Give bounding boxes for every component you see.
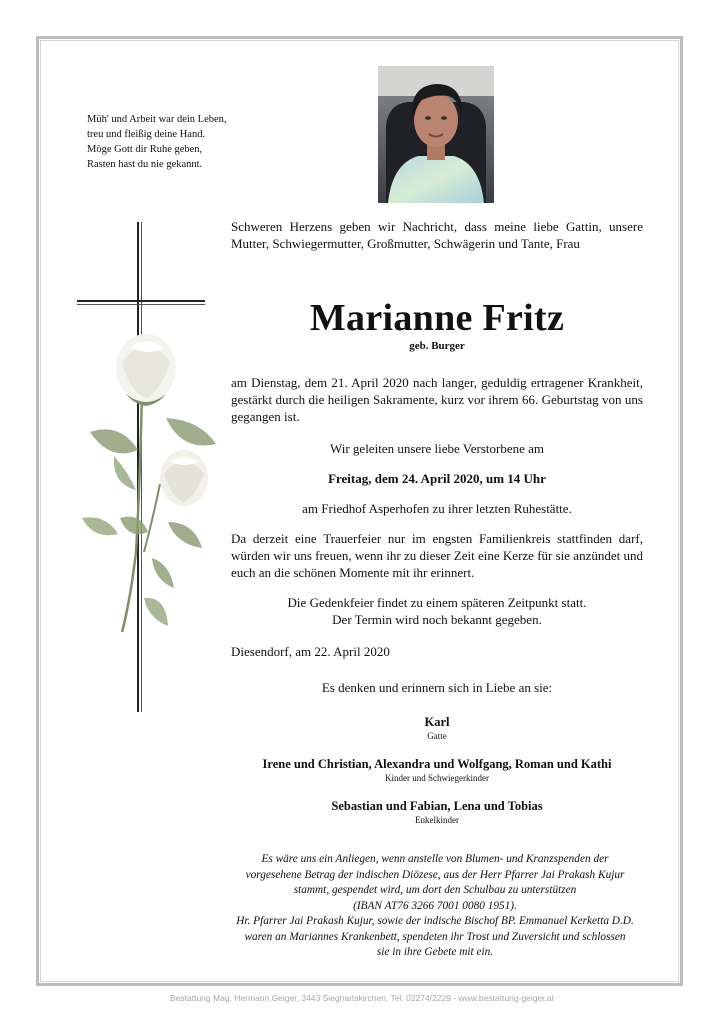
relative-group <box>231 714 643 742</box>
relative-group <box>231 756 643 784</box>
donation-line: waren an Mariannes Krankenbett, spendeten ihr Trost und Zuversicht und schlossen <box>244 930 626 943</box>
relative-names: Irene und Christian, Alexandra und Wolfgang, Roman und Kathi <box>262 757 612 771</box>
motto-line: Müh' und Arbeit war dein Leben, <box>87 114 227 125</box>
funeral-invitation: Wir geleiten unsere liebe Verstorbene am <box>329 441 544 456</box>
remembrance-line: Es denken und erinnern sich in Liebe an sie: <box>321 680 553 695</box>
donation-line: Es wäre uns ein Anliegen, wenn anstelle von Blumen- und Kranzspenden der <box>261 853 609 865</box>
portrait-photo <box>378 66 494 203</box>
donation-line: Hr. Pfarrer Jai Prakash Kujur, sowie der indische Bischof BP. Emmanuel Kerketta D.D. <box>236 915 634 927</box>
portrait-image <box>378 66 494 203</box>
memorial-notice <box>231 594 643 628</box>
relatives-list <box>231 714 643 826</box>
motto-line: Möge Gott dir Ruhe geben, <box>87 144 203 155</box>
donation-line: vorgesehene Betrag der indischen Diözese, aus der Herr Pfarrer Jai Prakash Kujur <box>245 868 625 881</box>
maiden-name: geb. Burger <box>409 340 465 352</box>
relative-group <box>231 798 643 826</box>
memorial-line: Der Termin wird noch bekannt gegeben. <box>332 612 542 627</box>
relative-role: Kinder und Schwiegerkinder <box>385 773 489 783</box>
relative-role: Enkelkinder <box>415 815 459 825</box>
funeral-place: am Friedhof Asperhofen zu ihrer letzten Ruhestätte. <box>302 501 572 516</box>
death-notice: am Dienstag, dem 21. April 2020 nach langer, geduldig ertragener Krankheit, gestärkt durch die heiligen Sakramente, kurz vor ihrem 66. Geburtstag von uns gegangen ist. <box>231 375 643 424</box>
intro-text: Schweren Herzens geben wir Nachricht, dass meine liebe Gattin, unsere Mutter, Schwiegermutter, Großmutter, Schwägerin und Tante, Frau <box>231 219 643 251</box>
motto-line: treu und fleißig deine Hand. <box>87 129 206 140</box>
donation-line: stammt, gespendet wird, um dort den Schulbau zu unterstützen <box>293 884 577 896</box>
relative-role: Gatte <box>427 731 447 741</box>
motto-line: Rasten hast du nie gekannt. <box>87 159 203 170</box>
memorial-line: Die Gedenkfeier findet zu einem späteren Zeitpunkt statt. <box>287 595 587 610</box>
deceased-name: Marianne Fritz <box>309 297 565 339</box>
donation-line: sie in ihre Gebete mit ein. <box>376 946 494 958</box>
motto-verse <box>87 112 287 172</box>
donation-line: (IBAN AT76 3266 7001 0080 1951). <box>353 899 517 912</box>
candle-request: Da derzeit eine Trauerfeier nur im engsten Familienkreis stattfinden darf, würden wir uns freuen, wenn ihr zu dieser Zeit eine Kerze für sie anzündet und euch an die schönen Momente mit ihr erinnert. <box>231 531 643 580</box>
rose-icon <box>82 334 216 632</box>
funeral-date: Freitag, dem 24. April 2020, um 14 Uhr <box>328 471 546 486</box>
place-and-date: Diesendorf, am 22. April 2020 <box>231 644 390 659</box>
donation-note <box>190 852 680 961</box>
footer-imprint: Bestattung Mag. Hermann Geiger, 3443 Sieghartskirchen, Tel. 02274/2229 - www.bestattung-geiger.at <box>170 993 554 1003</box>
relative-names: Karl <box>424 715 450 729</box>
cross-with-roses <box>70 222 230 722</box>
relative-names: Sebastian und Fabian, Lena und Tobias <box>331 799 543 813</box>
